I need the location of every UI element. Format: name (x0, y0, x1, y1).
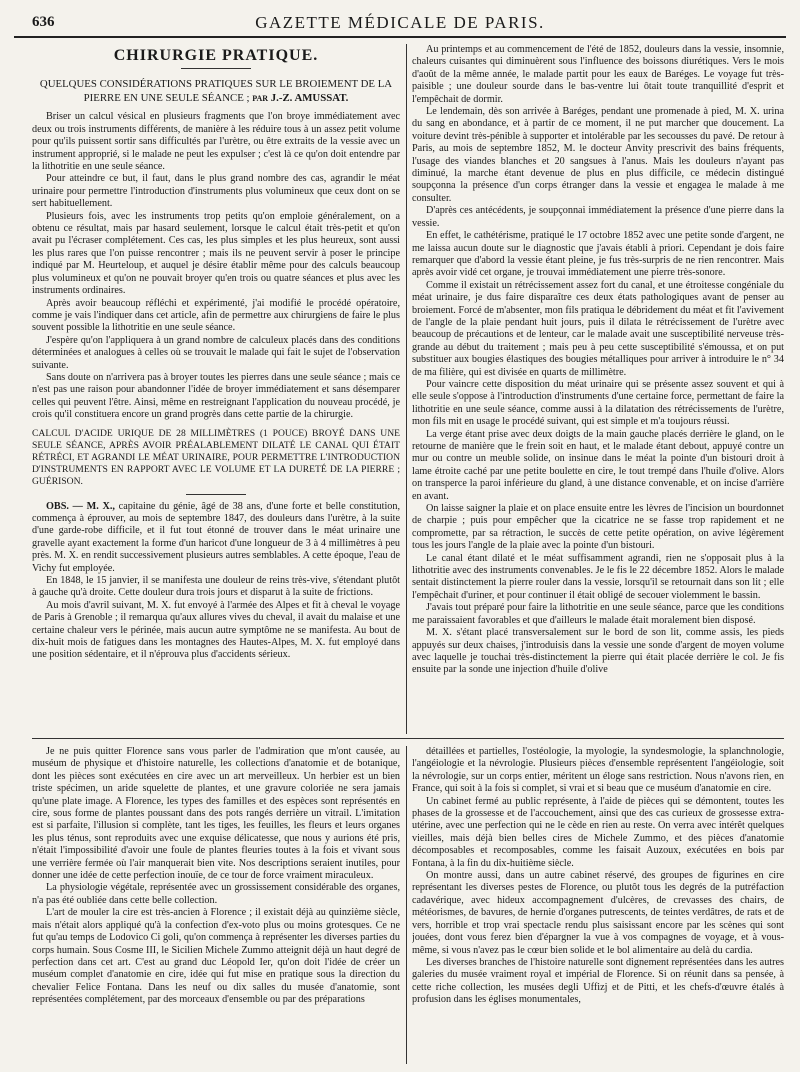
article-paragraph: Sans doute on n'arrivera pas à broyer toutes les pierres dans une seule séance ; mais ce n'est pas une raison pour abandonner l'idée de broyer immédiatement et sans désemparer celles qui peuvent l'être. Ainsi, même en restreignant l'application du nouveau procédé, je crois qu'il constituera encore un grand progrès dans cette partie de la chirurgie. (32, 371, 400, 421)
feuilleton-paragraph: On montre aussi, dans un autre cabinet réservé, des groupes de figurines en cire représentant les diverses pestes de Florence, ou plutôt tous les degrés de la putréfaction cadavérique, avec hideux accompagnement d'ulcères, de crevasses des chairs, de météorismes, de bavures, de hernie d'organes putrescents, de teintes verdâtres, de rats et de vers, horrible et trop vrai spectacle rendu plus saisissant encore par les scènes qui sont jouées, dont vous ferez bien d'épargner la vue à vos compagnes de voyage, et à vous-même, si vous n'avez pas le cœur bien solide et le bol alimentaire au delà du cardia. (412, 870, 784, 956)
article-paragraph: J'avais tout préparé pour faire la lithotritie en une seule séance, parce que les conditions me paraissaient favorables et que d'ailleurs le malade était moralement bien disposé. (412, 602, 784, 626)
article-column-left (32, 44, 400, 734)
article-paragraph: Pour atteindre ce but, il faut, dans le plus grand nombre des cas, agrandir le méat urinaire pour permettre l'introduction d'instruments plus volumineux que ceux dont on se sert habituellement. (32, 173, 400, 210)
article-paragraph: En effet, le cathétérisme, pratiqué le 17 octobre 1852 avec une petite sonde d'argent, ne me laissa aucun doute sur le diagnostic que j'avais établi à priori. Cependant je dois faire remarquer que d'abord la vessie étant pleine, je fus très-surpris de ne rien rencontrer. Mais après avoir vidé cet organe, je trouvai immédiatement une pierre très-sonore. (412, 230, 784, 279)
article-paragraph: Pour vaincre cette disposition du méat urinaire qui se présente assez souvent et qui à elle seule s'oppose à l'introduction d'instruments d'une certaine force, permettant de faire la lithotritie en une seule séance, comme aussi à la dilatation des rétrécissements de l'urètre, mon fils mit en usage le procédé suivant, qui est simple et m'a toujours réussi. (412, 378, 784, 428)
feuilleton-paragraph: Les diverses branches de l'histoire naturelle sont dignement représentées dans les autres galeries du musée vraiment royal et impérial de Florence. Si on réunit dans sa pensée, à cette riche collection, les musées degli Uffizj et de Pitti, et les chefs-d'œuvre étalés à profusion dans les églises monumentales, (412, 956, 784, 1006)
observation-paragraphs (32, 575, 400, 662)
article-paragraph: Le canal étant dilaté et le méat suffisamment agrandi, rien ne s'opposait plus à la lithotritie avec des instruments convenables. Je le fis le 22 décembre 1852. Alors le malade sentait distinctement la pierre rouler dans la vessie, lorsqu'il se retournait dans son lit ; elle l'empêchait d'uriner, et pour continuer il était obligé de secouer violemment le bassin. (412, 552, 784, 601)
article-column-right (412, 44, 784, 734)
article-paragraph: D'après ces antécédents, je soupçonnai immédiatement la présence d'une pierre dans la vessie. (412, 205, 784, 229)
column-divider (406, 44, 407, 734)
article-left-paragraphs (32, 111, 400, 421)
feuilleton-column-left (32, 746, 400, 1064)
article-author: par J.-Z. AMUSSAT. (252, 92, 349, 105)
feuilleton-area (14, 746, 786, 1066)
article-paragraph: J'espère qu'on l'appliquera à un grand nombre de calculeux placés dans des conditions déterminées et analogues à celles où se trouvait le malade qui fait le sujet de l'observation suivante. (32, 334, 400, 371)
feuilleton-paragraph: L'art de mouler la cire est très-ancien à Florence ; il existait déjà au quinzième siècle, mais n'était alors appliqué qu'à la confection d'ex-voto plus ou moins grotesques. Ce ne fut qu'au temps de Lodovico Ci goli, qu'on commença à représenter les diverses parties du corps humain. Sous Cosme III, le Sicilien Michele Zummo atteignit déjà un haut degré de perfection dans cet art. C'est au grand duc Léopold Ier, qu'on doit l'idée de créer un muséum complet d'anatomie en cire, idée qui fut mise en pratique sous la direction du chevalier Felice Fontana. Dans les neuf ou dix salles du musée d'anatomie, sont représentées complétement, par des morceaux d'ensemble ou par des préparations (32, 907, 400, 1006)
article-paragraph: La verge étant prise avec deux doigts de la main gauche placés derrière le gland, on le retourne de manière que le frein soit en haut, et le malade étant debout, appuyé contre un mur ou contre un meuble solide, on insinue dans le méat la pointe d'un bistouri droit à lame étroite caché par une petite boulette en cire, le tout trempé dans l'huile d'olive. Alors on transperce la paroi inférieure du gland, à une distance convenable, et on incise d'arrière en avant. (412, 428, 784, 502)
running-title: GAZETTE MÉDICALE DE PARIS. (255, 13, 545, 32)
article-paragraph: M. X. s'étant placé transversalement sur le bord de son lit, comme assis, les pieds appuyés sur deux chaises, j'introduisis dans la vessie une sonde d'argent de moyen volume avec laquelle je touchai très-distinctement la pierre qui était placée derrière le col. Je fis ensuite par la sonde une injection d'huile d'olive (412, 627, 784, 676)
article-paragraph: Le lendemain, dès son arrivée à Baréges, pendant une promenade à pied, M. X. urina du sang en abondance, et à partir de ce moment, il ne put marcher que doucement. La voiture devint très-pénible à supporter et intolérable par les secousses du pavé. De retour à Paris, au mois de septembre 1852, M. le docteur Anvity prescrivit des bains fréquents, l'usage des viandes blanches et 20 sangsues à l'anus. Mais les douleurs n'ayant pas diminué, la marche étant devenue de plus en plus difficile, ce médecin distingué soupçonna la présence d'un corps étranger dans la vessie et engagea le malade à me consulter. (412, 106, 784, 204)
observation-title: CALCUL D'ACIDE URIQUE DE 28 MILLIMÈTRES (1 POUCE) BROYÉ DANS UNE SEULE SÉANCE, APRÈS AVOIR PRÉALABLEMENT DILATÉ LE CANAL QUI ÉTAIT RÉTRÉCI, ET AGRANDI LE MÉAT URINAIRE, POUR PERMETTRE L'INTRODUCTION D'INSTRUMENTS EN RAPPORT AVEC LE VOLUME ET LA DURETÉ DE LA PIERRE ; GUÉRISON. (32, 427, 400, 487)
feuilleton-paragraph: La physiologie végétale, représentée avec un grossissement considérable des organes, n'a pas été oubliée dans cette belle collection. (32, 882, 400, 906)
page-header (14, 6, 786, 38)
observation-paragraph: En 1848, le 15 janvier, il se manifesta une douleur de reins très-vive, s'étendant plutôt à gauche qu'à droite. Cette douleur dura trois jours et disparut à la suite de frictions. (32, 575, 400, 599)
article-right-paragraphs (412, 44, 784, 677)
feuilleton-paragraph: détaillées et partielles, l'ostéologie, la myologie, la syndesmologie, la splanchnologie, l'angéiologie et la névrologie. Plusieurs pièces d'ensemble représentent l'angéiologie, soit la névrologie, sur un corps entier, méritent un éloge sans restriction. Nous n'avons rien, en France, qui soit à la fois si complet, si vrai et si beau que ce muséum d'anatomie en cire. (412, 746, 784, 795)
feuilleton-left-paragraphs (32, 746, 400, 1007)
observation-rule (186, 494, 246, 495)
feuilleton-right-paragraphs (412, 746, 784, 1007)
observation-lead: OBS. — M. X., (46, 500, 115, 512)
article-title-text: QUELQUES CONSIDÉRATIONS PRATIQUES SUR LE BROIEMENT DE LA PIERRE EN UNE SEULE SÉANCE ; (39, 78, 393, 105)
observation-paragraph: Au mois d'avril suivant, M. X. fut envoyé à l'armée des Alpes et fit à cheval le voyage de Paris à Grenoble ; il remarqua qu'aux allures vives du cheval, il avait du malaise et une certaine chaleur vers le périnée, mais aucun autre symptôme ne se manifesta. Au bout de dix-huit mois de fatigues dans les montagnes des Hautes-Alpes, M. X. fut employé dans une position sédentaire, et il n'éprouva plus d'accidents sérieux. (32, 599, 400, 661)
observation-first-paragraph (32, 501, 400, 575)
section-rule (181, 68, 251, 69)
page-number: 636 (32, 14, 55, 30)
feuilleton-divider (32, 738, 784, 739)
feuilleton-paragraph: Je ne puis quitter Florence sans vous parler de l'admiration que m'ont causée, au muséum de physique et d'histoire naturelle, les collections d'anatomie et de botanique, dont les pièces sont exécutées en cire avec un art merveilleux. Un herbier est un bien triste spécimen, un aride squelette de plantes, et une gravure coloriée ne sera jamais qu'une plate image. A Florence, les types des familles et des espèces sont représentés en cire, sous forme de plantes poussant dans des pots rangés derrière un vitrail. L'imitation est si parfaite, l'illusion si complète, tant les tiges, les feuilles, les fleurs et leurs organes les plus ténus, sont reproduits avec une exquise délicatesse, que nous y aurions été pris, n'était l'impossibilité d'avoir une foule de plantes fleuries toutes à la fois et vivant sous une verrière fermée où l'air manquerait bien vite. Nos descriptions seraient inutiles, pour donner une idée de cette perfection inouïe, de ce tour de force vraiment miraculeux. (32, 746, 400, 882)
article-paragraph: On laisse saigner la plaie et on place ensuite entre les lèvres de l'incision un bourdonnet de charpie ; puis pour empêcher que la cicatrice ne se fasse trop rapidement et ne compromette, par sa rétraction, le succès de cette petite opération, on avive légèrement tous les jours l'angle de la plaie avec la pointe d'un bistouri. (412, 503, 784, 552)
observation-first-text: capitaine du génie, âgé de 38 ans, d'une forte et belle constitution, commença à éprouver, au mois de septembre 1847, des douleurs dans l'urètre, à la suite d'une garde-robe difficile, et il fut tout étonné de trouver dans le méat urinaire une gravelle ayant exactement la forme d'un haricot d'une longueur de 3 à 4 millimètres à peu près. M. X. en rendit successivement plusieurs autres semblables. A cette époque, l'eau de Vichy fut employée. (32, 500, 400, 574)
feuilleton-column-divider (406, 746, 407, 1064)
article-paragraph: Plusieurs fois, avec les instruments trop petits qu'on emploie généralement, on a obtenu ce résultat, mais par hasard seulement, lorsque le calcul était très-petit et qu'on avait pu l'écraser complétement. Ces cas, les plus simples et les plus heureux, sont aussi les plus rares que l'on puisse rencontrer ; mais ils ne peuvent servir à poser le principe indiqué par M. Heurteloup, et auquel je désire établir même pour des calculs beaucoup plus volumineux et qu'on ne pouvait broyer qu'en trois ou quatre séances et plus avec les instruments ordinaires. (32, 210, 400, 297)
article-paragraph: Après avoir beaucoup réfléchi et expérimenté, j'ai modifié le procédé opératoire, comme je vais l'indiquer dans cet article, afin de permettre aux chirurgiens de faire le plus souvent possible la lithotritie en une seule séance. (32, 297, 400, 334)
article-title (32, 77, 400, 105)
article-paragraph: Briser un calcul vésical en plusieurs fragments que l'on broye immédiatement avec deux ou trois instruments différents, de manière à les réduire tous à un assez petit volume pour qu'ils puissent sortir sans difficultés par l'urètre, ou être extraits de la vessie avec un instrument approprié, si le malade ne peut les expulser ; c'est là ce qu'on doit entendre par la lithotritie en une seule séance. (32, 111, 400, 173)
article-paragraph: Au printemps et au commencement de l'été de 1852, douleurs dans la vessie, insomnie, chaleurs cuisantes qui diminuèrent sous l'influence des boissons diurétiques. Vers le mois d'août de la même année, le malade partit pour les eaux de Baréges. Le voyage fut très-paisible ; une douleur sourde dans le bas-ventre lui ôtait toute tranquillité d'esprit et l'empêchait de dormir. (412, 44, 784, 105)
article-area (14, 44, 786, 734)
section-title: CHIRURGIE PRATIQUE. (113, 47, 319, 64)
article-paragraph: Comme il existait un rétrécissement assez fort du canal, et une étroitesse congéniale du méat urinaire, je dus faire disparaître ces deux états pathologiques avant de penser au broiement. Forcé de m'absenter, mon fils pratiqua le débridement du méat et fit l'avivement de l'angle de la plaie pendant huit jours, puis il dilata le rétrécissement de l'urètre avec beaucoup de précautions et de lenteur, car le malade avait une susceptibilité nerveuse très-grande au début du traitement ; mais peu à peu cette susceptibilité s'émoussa, et on put substituer aux bougies élastiques des bougies métalliques pour arriver à introduire le n° 34 de ma filière, qui est divisée en quarts de millimètre. (412, 279, 784, 378)
feuilleton-column-right (412, 746, 784, 1064)
feuilleton-paragraph: Un cabinet fermé au public représente, à l'aide de pièces qui se démontent, toutes les phases de la grossesse et de l'accouchement, ainsi que des cas curieux de grossesse extra-utérine, avec une perfection qui ne le cède en rien au reste. On verra avec intérêt quelques vieilles, mais déjà bien belles cires de Michele Zummo, et des pièces d'anatomie décomposables et recomposables, comme les faisait Auzoux, exécutées en bois par Fontana, à la fin du dix-huitième siècle. (412, 795, 784, 869)
newspaper-page (14, 6, 786, 1066)
